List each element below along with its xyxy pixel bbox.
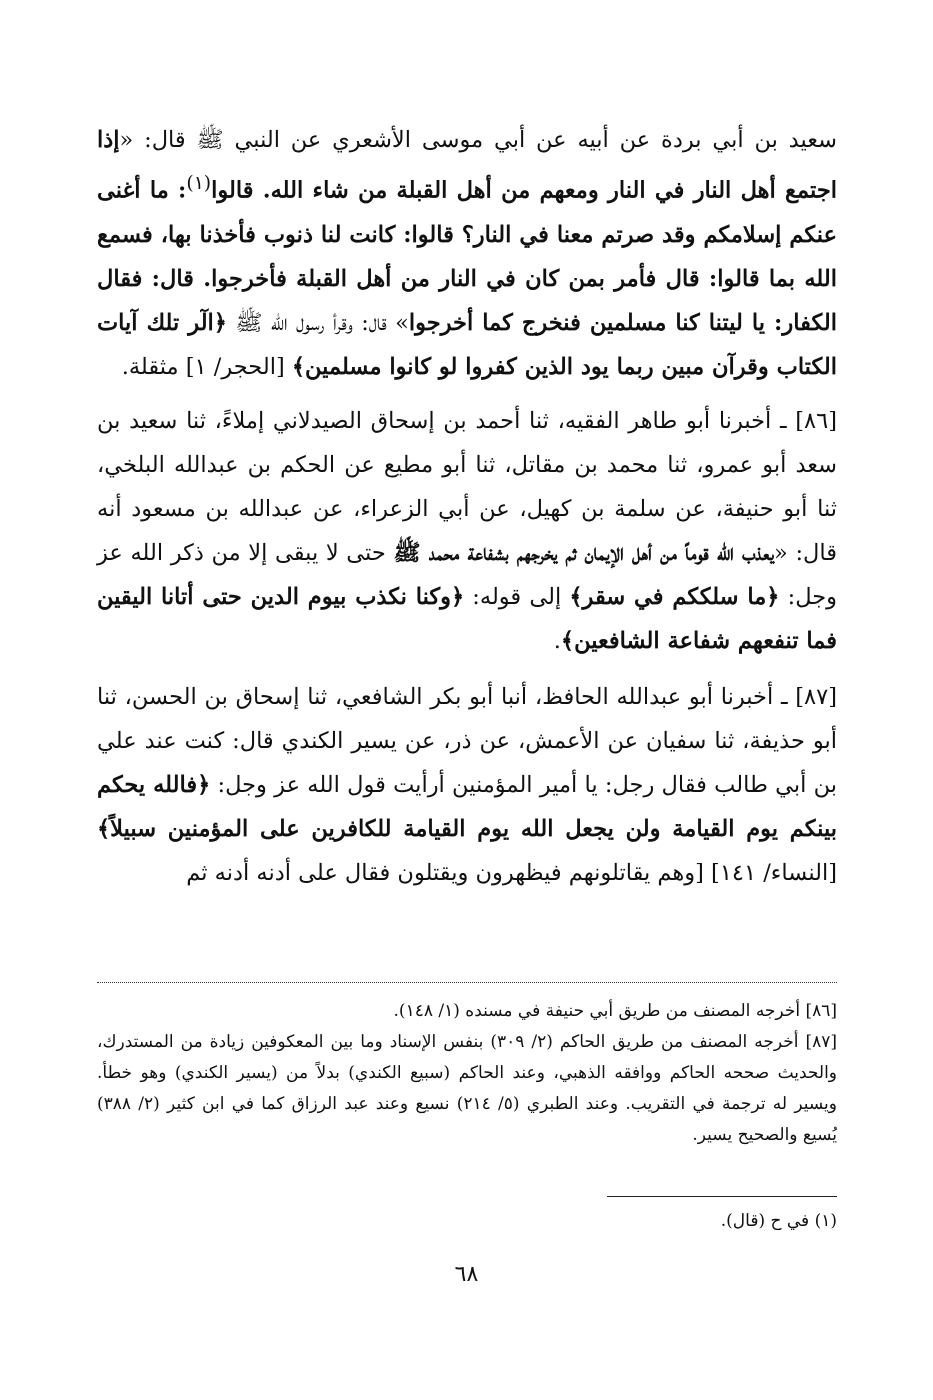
text-run: [الحجر/ ١] مثقلة. [121, 353, 292, 380]
hadith-text-bold: يعذب الله قوماً من أهل الإيمان ثم يخرجهم بشفاعة محمد ﷺ [393, 539, 775, 566]
page-number: ٦٨ [454, 1262, 479, 1287]
paragraph-87 [97, 675, 837, 895]
footnote-87: [٨٧] أخرجه المصنف من طريق الحاكم (٢/ ٣٠٩) بنفس الإسناد وما بين المعكوفين زيادة من المستدرك، والحديث صححه الحاكم ووافقه الذهبي، وعند الحاكم (سبيع الكندي) بدلاً من (يسير الكندي) وهو خطأ. ويسير له ترجمة في التقريب. وعند الطبري (٥/ ٢١٤) نسيع وعند عبد الرزاق كما في ابن كثير (٢/ ٣٨٨) يُسيع والصحيح يسير. [97, 1032, 837, 1145]
quran-verse-bold: ﴿الٓر تلك آيات الكتاب وقرآن مبين ربما يود الذين كفروا لو كانوا مسلمين﴾ [97, 309, 837, 380]
footnote-divider-solid [607, 1196, 837, 1197]
quran-verse-bold: ﴿وكنا نكذب بيوم الدين حتى أتانا اليقين فما تنفعهم شفاعة الشافعين﴾ [97, 583, 837, 654]
text-run: [النساء/ ١٤١] [وهم يقاتلونهم فيظهرون ويقتلون فقال على أدنه أدنه ثم [186, 859, 837, 886]
text-run: سعيد بن أبي بردة عن أبيه عن أبي موسى الأشعري عن النبي ﷺ قال: « [119, 127, 837, 153]
quran-verse-bold: ﴿ما سلككم في سقر﴾ [569, 583, 780, 610]
paragraph-86 [97, 399, 837, 663]
footnote-note-1: (١) في ح (قال). [720, 1211, 837, 1231]
footnote-divider-dotted [97, 982, 837, 983]
footnote-86: [٨٦] أخرجه المصنف من طريق أبي حنيفة في مسنده (١/ ١٤٨). [393, 1001, 837, 1021]
main-text-body [97, 118, 837, 907]
text-run: . [553, 627, 561, 654]
text-run: [٨٧] ـ أخبرنا أبو عبدالله الحافظ، أنبا أبو بكر الشافعي، ثنا إسحاق بن الحسن، ثنا أبو حذيفة، ثنا سفيان عن الأعمش، عن ذر، عن يسير الكندي قال: كنت عند علي بن أبي طالب فقال رجل: يا أمير المؤمنين أرأيت قول الله عز وجل: [97, 683, 837, 798]
paragraph-hadith-abu-musa [97, 118, 837, 389]
text-run: » قال: وقرأ رسول الله ﷺ [227, 309, 409, 336]
text-run: إلى قوله: [464, 583, 570, 610]
footnote-marker: (١) [186, 173, 212, 194]
footnotes-section [97, 996, 837, 1151]
quran-verse-bold: ﴿فالله يحكم بينكم يوم القيامة ولن يجعل الله يوم القيامة للكافرين على المؤمنين سبيلاً﴾ [97, 771, 837, 842]
text-run: [٨٦] ـ أخبرنا أبو طاهر الفقيه، ثنا أحمد بن إسحاق الصيدلاني إملاءً، ثنا سعيد بن سعد أبو عمرو، ثنا محمد بن مقاتل، ثنا أبو مطيع عن الحكم بن عبدالله البلخي، ثنا أبو حنيفة، عن سلمة بن كهيل، عن أبي الزعراء، عن عبدالله بن مسعود أنه قال: « [97, 407, 837, 566]
hadith-text-bold: إذا اجتمع أهل النار في النار ومعهم من أهل القبلة من شاء الله. قالوا [97, 127, 837, 204]
text-run: حتى لا يبقى إلا من ذكر الله عز وجل: [97, 539, 838, 610]
hadith-text-bold: : ما أغنى عنكم إسلامكم وقد صرتم معنا في النار؟ قالوا: كانت لنا ذنوب فأخذنا بها، فسمع الله بما قالوا: قال فأمر بمن كان في النار من أهل القبلة فأخرجوا. قال: فقال الكفار: يا ليتنا كنا مسلمين فنخرج كما أخرجوا [97, 177, 837, 336]
